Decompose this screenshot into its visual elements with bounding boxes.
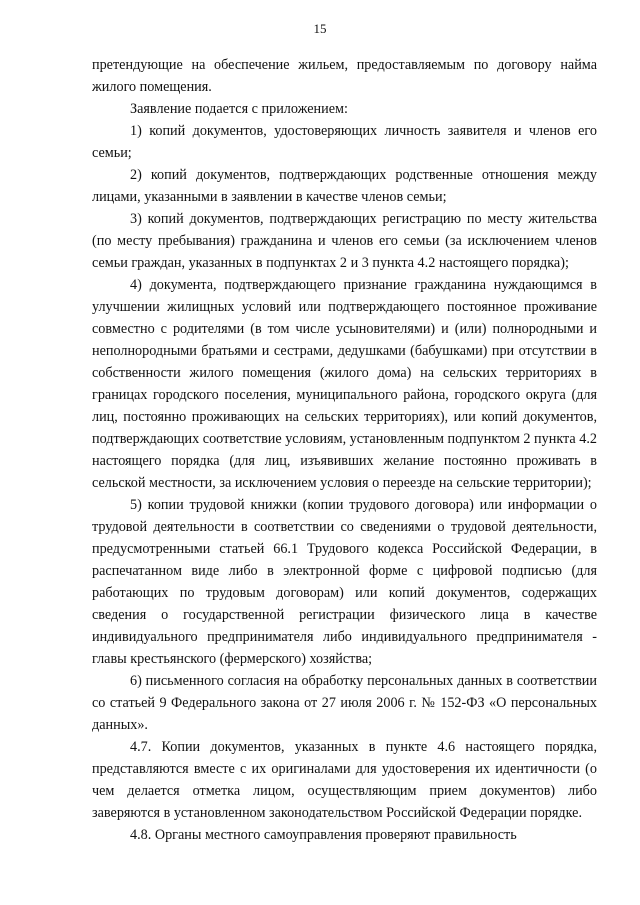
paragraph-item-2: 2) копий документов, подтверждающих родственные отношения между лицами, указанными в заявлении в качестве членов семьи; <box>92 167 597 205</box>
page-number: 15 <box>313 21 327 36</box>
paragraph-item-5: 5) копии трудовой книжки (копии трудового договора) или информации о трудовой деятельности в соответствии со сведениями о трудовой деятельности, предусмотренными статьей 66.1 Трудового кодекса Российской Федерации, в распечатанном виде либо в электронной форме с цифровой подписью (для работающих по трудовым договорам) или копий документов, содержащих сведения о государственной регистрации физического лица в качестве индивидуального предпринимателя либо индивидуального предпринимателя - главы крестьянского (фермерского) хозяйства; <box>92 497 597 667</box>
paragraph-item-3: 3) копий документов, подтверждающих регистрацию по месту жительства (по месту пребывания) гражданина и членов его семьи (за исключением членов семьи граждан, указанных в подпунктах 2 и 3 пункта 4.2 настоящего порядка); <box>92 211 597 271</box>
paragraph-item-4: 4) документа, подтверждающего признание гражданина нуждающимся в улучшении жилищных условий или подтверждающего постоянное проживание совместно с родителями (в том числе усыновителями) и (или) полнородными и неполнородными братьями и сестрами, дедушками (бабушками) при отсутствии в собственности жилого помещения (жилого дома) на сельских территориях в границах городского поселения, муниципального района, городского округа (для лиц, постоянно проживающих на сельских территориях), или копий документов, подтверждающих соответствие условиям, установленным подпунктом 2 пункта 4.2 настоящего порядка (для лиц, изъявивших желание постоянно проживать в сельской местности, за исключением условия о переезде на сельские территории); <box>92 277 597 491</box>
paragraph-attachments-intro: Заявление подается с приложением: <box>130 101 348 117</box>
paragraph-item-6: 6) письменного согласия на обработку персональных данных в соответствии со статьей 9 Федерального закона от 27 июля 2006 г. № 152-ФЗ «О персональных данных». <box>92 673 597 733</box>
paragraph-clause-4-7: 4.7. Копии документов, указанных в пункте 4.6 настоящего порядка, представляются вместе с их оригиналами для удостоверения их идентичности (о чем делается отметка лицом, осуществляющим прием документов) либо заверяются в установленном законодательством Российской Федерации порядке. <box>92 739 597 821</box>
paragraph-item-1: 1) копий документов, удостоверяющих личность заявителя и членов его семьи; <box>92 123 597 161</box>
document-body <box>92 54 597 846</box>
paragraph-continuation: претендующие на обеспечение жильем, предоставляемым по договору найма жилого помещения. <box>92 57 597 95</box>
paragraph-clause-4-8: 4.8. Органы местного самоуправления проверяют правильность <box>130 827 517 843</box>
